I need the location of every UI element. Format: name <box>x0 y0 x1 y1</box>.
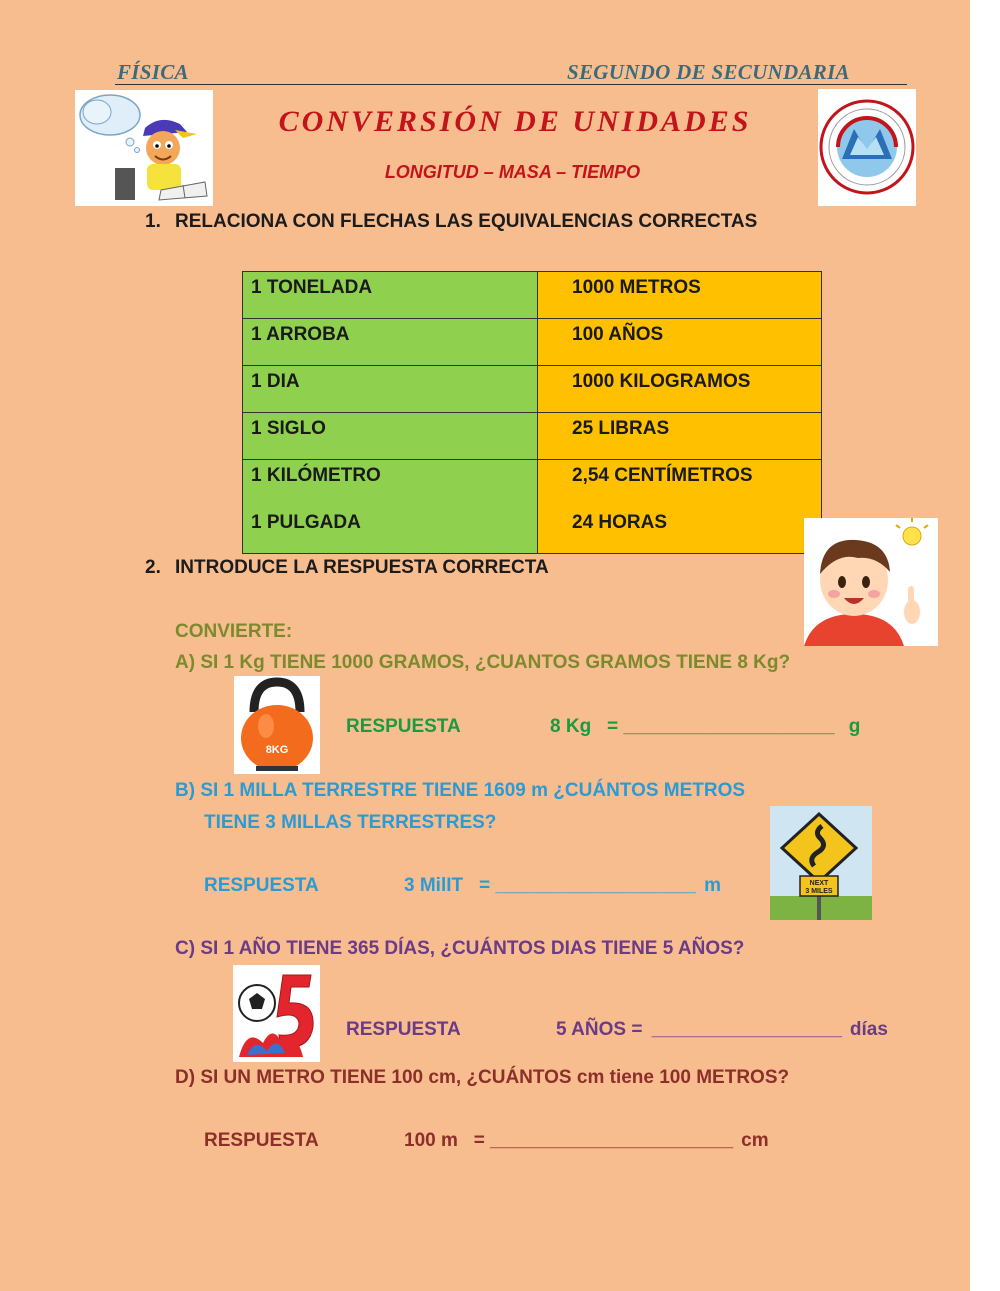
right-item: 2,54 CENTÍMETROS <box>572 465 753 486</box>
right-cell: 1000 KILOGRAMOS <box>538 366 822 413</box>
answer-d-row <box>404 1130 769 1152</box>
answer-a-unit: g <box>848 716 861 737</box>
table-row <box>243 319 822 366</box>
section-1-number: 1. <box>145 211 161 232</box>
answer-b-row <box>404 875 721 897</box>
answer-d-blank[interactable]: _______________________ <box>490 1130 734 1151</box>
table-row <box>243 366 822 413</box>
left-item: 1 PULGADA <box>251 512 361 533</box>
answer-c-row <box>556 1019 888 1041</box>
kettlebell-image <box>234 676 320 774</box>
header-divider <box>115 84 907 85</box>
section-2-heading <box>145 557 549 579</box>
left-cell: 1 TONELADA <box>243 272 538 319</box>
answer-d-expression: 100 m = <box>404 1130 491 1151</box>
birthday-five-image <box>233 965 320 1062</box>
answer-a-label: RESPUESTA <box>346 716 461 737</box>
question-a: A) SI 1 Kg TIENE 1000 GRAMOS, ¿CUANTOS GRAMOS TIENE 8 Kg? <box>175 652 791 673</box>
section-2-text: INTRODUCE LA RESPUESTA CORRECTA <box>175 557 549 578</box>
table-row <box>243 413 822 460</box>
right-cell: 25 LIBRAS <box>538 413 822 460</box>
question-b-line2: TIENE 3 MILLAS TERRESTRES? <box>204 812 497 833</box>
left-cell <box>243 460 538 554</box>
table-row <box>243 272 822 319</box>
worksheet-title: CONVERSIÓN DE UNIDADES <box>278 105 752 138</box>
left-cell: 1 DIA <box>243 366 538 413</box>
question-c: C) SI 1 AÑO TIENE 365 DÍAS, ¿CUÁNTOS DIAS TIENE 5 AÑOS? <box>175 938 745 959</box>
section-1-text: RELACIONA CON FLECHAS LAS EQUIVALENCIAS CORRECTAS <box>175 211 758 232</box>
answer-c-expression: 5 AÑOS = <box>556 1019 648 1040</box>
school-logo <box>818 89 916 206</box>
right-cell <box>538 460 822 554</box>
studying-kid-image <box>75 90 213 206</box>
grade-label: SEGUNDO DE SECUNDARIA <box>567 60 850 84</box>
equivalence-table <box>242 271 822 554</box>
right-cell: 1000 METROS <box>538 272 822 319</box>
answer-a-blank[interactable]: ____________________ <box>623 716 835 737</box>
section-2-number: 2. <box>145 557 161 578</box>
convierte-label: CONVIERTE: <box>175 621 293 642</box>
subject-label: FÍSICA <box>117 60 189 84</box>
answer-b-expression: 3 MilIT = <box>404 875 496 896</box>
answer-a-expression: 8 Kg = <box>550 716 624 737</box>
question-d: D) SI UN METRO TIENE 100 cm, ¿CUÁNTOS cm tiene 100 METROS? <box>175 1067 790 1088</box>
worksheet-subtitle: LONGITUD – MASA – TIEMPO <box>384 162 641 182</box>
kettlebell-label: 8KG <box>265 744 289 756</box>
answer-b-blank[interactable]: ___________________ <box>495 875 697 896</box>
answer-c-unit: días <box>849 1019 888 1040</box>
right-item: 24 HORAS <box>572 512 668 533</box>
answer-d-unit: cm <box>741 1130 769 1151</box>
left-item: 1 KILÓMETRO <box>251 465 381 486</box>
answer-d-label: RESPUESTA <box>204 1130 319 1151</box>
road-sign-image <box>770 806 872 920</box>
right-cell: 100 AÑOS <box>538 319 822 366</box>
section-1-heading <box>145 211 757 233</box>
answer-b-unit: m <box>704 875 722 896</box>
answer-c-label: RESPUESTA <box>346 1019 461 1040</box>
left-cell: 1 SIGLO <box>243 413 538 460</box>
sign-line-2: 3 MILES <box>805 888 833 895</box>
answer-b-label: RESPUESTA <box>204 875 319 896</box>
sign-line-1: NEXT <box>809 880 829 887</box>
table-row <box>243 460 822 554</box>
question-b-line1: B) SI 1 MILLA TERRESTRE TIENE 1609 m ¿CUÁNTOS METROS <box>175 780 746 801</box>
thinking-boy-image <box>804 518 938 646</box>
answer-c-blank[interactable]: __________________ <box>651 1019 842 1040</box>
answer-a-row <box>550 716 860 738</box>
left-cell: 1 ARROBA <box>243 319 538 366</box>
